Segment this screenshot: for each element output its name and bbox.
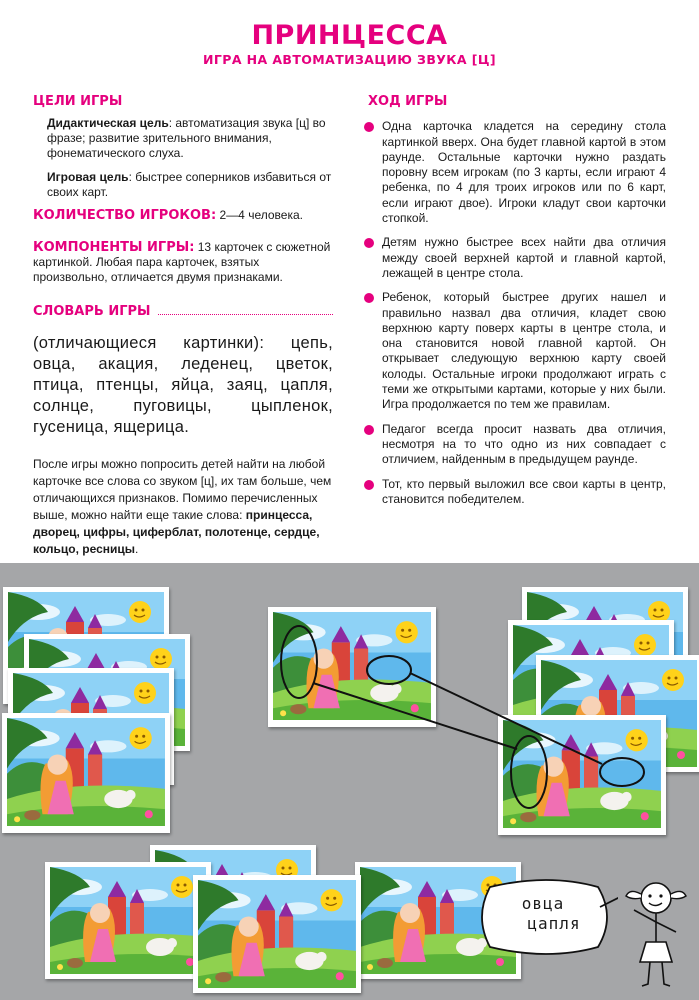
dictionary-section xyxy=(33,304,333,558)
goals-heading: ЦЕЛИ ИГРЫ xyxy=(33,94,123,109)
players-heading: КОЛИЧЕСТВО ИГРОКОВ: xyxy=(33,208,217,223)
dotted-divider xyxy=(158,313,333,315)
highlight-ellipse xyxy=(281,626,317,698)
connector-line xyxy=(410,673,602,764)
page-subtitle: ИГРА НА АВТОМАТИЗАЦИЮ ЗВУКА [Ц] xyxy=(203,52,496,67)
bullet-icon xyxy=(364,122,374,132)
girl-drawing-icon xyxy=(620,880,696,992)
page-title: ПРИНЦЕССА xyxy=(251,20,448,51)
bullet-icon xyxy=(364,293,374,303)
dictionary-words: (отличающиеся картинки): цепь, овца, акация, леденец, цветок, птица, птенцы, яйца, заяц, цапля, солнце, пуговицы, цыпленок, гусеница, ящерица. xyxy=(33,334,333,436)
bubble-text xyxy=(478,894,608,934)
rule-item: Педагог всегда просит назвать два отличия, несмотря на то что одно из них совпадает с отличием, найденным в предыдущем раунде. xyxy=(362,422,666,468)
rule-item: Тот, кто первый выложил все свои карты в центр, становится победителем. xyxy=(362,477,666,508)
bullet-icon xyxy=(364,480,374,490)
rule-item: Одна карточка кладется на середину стола картинкой вверх. Она будет главной картой в этом раунде. Остальные карточки нужно раздать поровну всем игрокам (по 3 карты, если играют 4 ребенка, по 4 для троих игроков или по 6 карт, если играют двое). Игроки кладут свои карточки стопкой. xyxy=(362,119,666,226)
players-value: 2—4 человека. xyxy=(216,208,303,222)
highlight-ellipse xyxy=(600,758,644,786)
players-section xyxy=(33,208,333,223)
rules-heading: ХОД ИГРЫ xyxy=(368,94,448,109)
dictionary-heading: СЛОВАРЬ ИГРЫ xyxy=(33,304,151,319)
bullet-icon xyxy=(364,238,374,248)
components-text: 13 карточек с сюжетной картинкой. Любая пара карточек, взятых произвольно, отличается двумя признаками. xyxy=(33,240,331,284)
bubble-line-2: цапля xyxy=(527,914,581,933)
rules-section xyxy=(362,94,666,507)
game-goal: Игровая цель: быстрее соперников избавиться от своих карт. xyxy=(47,170,332,199)
highlight-ellipse xyxy=(367,656,411,684)
dictionary-after: После игры можно попросить детей найти на любой карточке все слова со звуком [ц], их там больше, чем отличающихся признаков. Помимо перечисленных выше, можно найти еще такие слова: принцесса, дворец, цифры, циферблат, полотенце, сердце, кольцо, ресницы. xyxy=(33,457,332,556)
connector-line xyxy=(313,683,517,749)
rule-item: Детям нужно быстрее всех найти два отличия между своей верхней картой и главной картой, лежащей в центре стола. xyxy=(362,235,666,281)
components-heading: КОМПОНЕНТЫ ИГРЫ: xyxy=(33,240,195,255)
goals-section xyxy=(33,94,333,200)
rule-item: Ребенок, который быстрее других нашел и правильно назвал два отличия, кладет свою верхнюю карту поверх карты в центре стола, и она становится новой главной картой. Он открывает следующую верхнюю карту своей колоды. Остальные игроки продолжают играть с теми же открытыми картами, которые у них были. Игра продолжается по тем же правилам. xyxy=(362,290,666,412)
bullet-icon xyxy=(364,425,374,435)
components-section xyxy=(33,240,333,285)
bubble-line-1: овца xyxy=(521,894,565,913)
didactic-goal: Дидактическая цель: автоматизация звука [ц] во фразе; развитие зрительного внимания, фонематического слуха. xyxy=(47,116,326,160)
highlight-ellipse xyxy=(511,736,547,808)
